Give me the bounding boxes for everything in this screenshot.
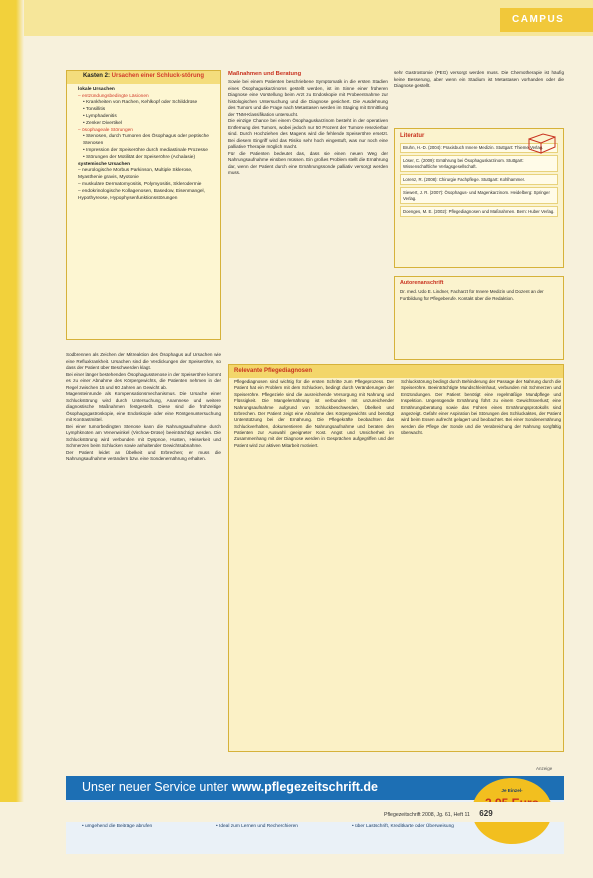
info-box-title	[67, 71, 220, 84]
advertisement-label: Anzeige	[536, 766, 553, 771]
section-heading: Maßnahmen und Beratung	[228, 71, 302, 77]
feature-item: • über Lastschrift, Kreditkarte oder Überweisung	[352, 824, 454, 830]
banner-headline-text: Unser neuer Service unter	[82, 780, 228, 795]
nursing-diagnoses-box	[228, 364, 564, 752]
paragraph: Bei einer länger bestehenden Ösophagusstenose in der Speiseröhre kommt es zu einer Abnahme des Körpergewichts, die Patienten nehmen in der Regel zwischen 15 und 60 Jahren an Gewicht ab.	[66, 371, 221, 390]
info-box-line: lokale Ursachen	[78, 86, 115, 92]
author-address-text: Dr. med. Udo E. Lindner, Facharzt für Innere Medizin und Dozent an der Fortbildung für Pflegeberufe. Kontakt über die Redaktion.	[400, 289, 544, 301]
reference-item: Löser, C. (2009): Ernährung bei Ösophaguskarzinom. Stuttgart: Wissenschaftliche Verlagsgesellschaft.	[400, 155, 558, 172]
page-number: 629	[479, 809, 493, 818]
section-tab	[500, 8, 593, 32]
info-box-heading: Ursachen einer Schluck-störung	[111, 73, 205, 79]
article-column-right	[394, 70, 564, 90]
feature-item: • umgehend die Beiträge abrufen	[82, 824, 153, 830]
reference-item: Lorenz, R. (2008): Chirurgie Fachpflege. Stuttgart: Kohlhammer.	[400, 174, 558, 185]
info-box-line: • Störungen der Motilität der Speiseröhre (Achalasie)	[83, 154, 196, 160]
reference-item: Siewert, J. R. (2007): Ösophagus- und Magenkarzinom. Heidelberg: Springer Verlag.	[400, 187, 558, 204]
paragraph: Sowie bei einem Patienten beschriebene Symptomatik in die ersten Stadien eines Ösophaguskarzinoms gestellt werden, ist im Sinne einer früheren Diagnose eine Vorstellung beim Arzt zu Endoskopie mit Probeentnahme zur histologischen Untersuchung und die Diagnose gesichert. Die Ausdehnung des Tumors und die Frage nach Metastasen werden im Staging mit Ermittlung der TNM-Klassifikation untersucht.	[228, 79, 388, 117]
article-column-left	[66, 352, 221, 463]
reference-item: Bruhn, H.-D. (2004): Praxisbuch Innere Medizin. Stuttgart: Thieme Verlag.	[400, 143, 558, 154]
info-box-line: – muskuläre Dermatomyositis, Polymyositis, Sklerodermie	[78, 181, 202, 187]
info-box-causes	[66, 70, 221, 340]
paragraph: Für die Patienten bedeutet das, dass sie einen neuen Weg der Nahrungsaufnahme einüben müssen. Ein großes Problem stellt die Ernährung dar, wenn der Patient durch eine Ernährungssonde palliativ versorgt werden muss.	[228, 150, 388, 176]
author-address-title: Autorenanschrift	[400, 280, 444, 286]
book-icon	[527, 133, 557, 155]
price-badge-top: Je Einzel-	[501, 788, 523, 793]
section-label: CAMPUS	[512, 14, 565, 25]
page-footer	[384, 808, 564, 819]
info-box-line: – neurologische Morbus Parkinson, Multiple Sklerose, Myasthenie gravis, Myotonie	[78, 168, 193, 181]
info-box-line: • Stenosen, durch Tumoren des Ösophagus oder peptische Stenosen	[83, 134, 209, 147]
info-box-label: Kasten 2:	[82, 73, 110, 79]
references-box	[394, 128, 564, 268]
info-box-list	[67, 84, 220, 206]
info-box-line: systemische Ursachen	[78, 161, 130, 167]
article-column-middle	[228, 70, 388, 177]
info-box-line: • Tonsillitis	[83, 107, 106, 113]
paragraph: Magensteinrunde als Kompensationsmechanismus. Die Ursache einer Schluckstörung wird durch Untersuchung, Anamnese und weitere diagnostische Maßnahmen festgestellt. Diese sind die frühzeitige Ösophagogastroskopie, eine Endoskopie oder eine Röntgenuntersuchung mit Kontrastmittel.	[66, 391, 221, 423]
paragraph: Der Patient leidet an Übelkeit und Erbrechen; er muss die Nahrungsaufnahme verändern bzw. eine Sondenernährung erhalten.	[66, 449, 221, 462]
info-box-line: • Krankheiten von Rachen, Kehlkopf oder Schilddrüse	[83, 100, 198, 106]
paragraph: Die einzige Chance bei einem Ösophaguskarzinom besteht in der operativen Entfernung des Tumors, wobei jedoch nur 50 Prozent der Tumore resezierbar sind. Durch Hochziehen des Magens wird die fehlende Speiseröhre ersetzt. Bei diesem Eingriff wird das Risiko sehr hoch eingestuft, was nur noch eine palliative Therapie möglich macht.	[228, 118, 388, 150]
feature-item: • Ideal zum Lernen und Recherchieren	[216, 824, 298, 830]
paragraph: Sodbrennen als Zeichen der Mitreaktion des Ösophagus auf Ursachen wie eine Refluxkrankheit. Ursachen sind die Verdickungen der Speiseröhre, so dass der Patient über Beschwerden klagt.	[66, 352, 221, 371]
nursing-diagnoses-title: Relevante Pflegediagnosen	[229, 365, 563, 378]
reference-item: Doenges, M. E. (2002): Pflegediagnosen und Maßnahmen. Bern: Huber Verlag.	[400, 206, 558, 217]
banner-url-link[interactable]: www.pflegezeitschrift.de	[231, 780, 378, 795]
journal-citation: Pflegezeitschrift 2008, Jg. 61, Heft 11	[384, 812, 470, 818]
info-box-line: – entzündungsbedingte Läsionen	[78, 93, 149, 99]
info-box-line: • Lymphadenitis	[83, 113, 117, 119]
info-box-line: – endokrinologische Kollagenosen, Basedow, Eisenmangel, Hypothyreose, Hypophysenfunktionsstörungen	[78, 188, 205, 201]
left-color-strip	[0, 0, 24, 822]
references-title: Literatur	[400, 133, 425, 139]
paragraph: sehr Gastrostomie (PEG) versorgt werden muss. Die Chemotherapie ist häufig keine Besserung, aber wenn ein Stadium ist Metastasen vorhanden oder die Diagnose gestellt.	[394, 70, 564, 89]
info-box-line: • Impression der Speiseröhre durch mediastinale Prozesse	[83, 147, 208, 153]
author-address-box	[394, 276, 564, 360]
diagnoses-text-right: Schluckstörung bedingt durch Behinderung der Passage der Nahrung durch die Speiseröhre. Beeinträchtigte Mundschleimhaut, verbunden mit Schmerzen und Entzündungen. Der Patient benötigt eine regelmäßige Mundpflege und Inspektion. Ungenügende Ernährung führt zu einem Gewichtsverlust; eine Ernährungsberatung sowie das Führen eines Ernährungsprotokolls sind angezeigt. Gefahr einer Aspiration bei Störungen des Schluckaktes, der Patient wird beim Essen aufrecht gelagert und beobachtet. Bei einer Sondenernährung werden die Pflege der Sonde und die Verabreichung der Nahrung sorgfältig überwacht.	[401, 379, 561, 435]
diagnoses-text-left: Pflegediagnosen sind wichtig für die ersten Schritte zum Pflegeprozess. Der Patient hat ein Problem mit dem Schlucken, bedingt durch Veränderungen der Speiseröhre. Pflegeziele sind die ausreichende Versorgung mit Nahrung und Flüssigkeit. Die Mangelernährung ist verbunden mit unzureichender Nahrungsaufnahme aufgrund von Schluckbeschwerden, Übelkeit und Erbrechen. Der Patient zeigt eine Abnahme des Körpergewichts und benötigt Unterstützung bei der Ernährung. Die Pflegekräfte beobachten das Schluckverhalten, dokumentieren die Nahrungsaufnahme und beraten den Patienten zur Auswahl geeigneter Kost. Angst und Unsicherheit im Zusammenhang mit der Diagnose werden in Gesprächen aufgegriffen und der Patient wird zur aktiven Mitarbeit motiviert.	[234, 379, 394, 448]
paragraph: Bei einer tumorbedingten Stenose kann die Nahrungsaufnahme durch Lymphknoten am Venenwinkel (Virchow-Drüse) beeinträchtigt werden. Die Schluckstörung wird verbunden mit Dyspnoe, Husten, Heiserkeit und Schmerzen beim Schlucken sowie anhaltender Gewichtsabnahme.	[66, 423, 221, 449]
info-box-line: • Zenker Divertikel	[83, 120, 122, 126]
info-box-line: – ösophageale Störungen	[78, 127, 133, 133]
